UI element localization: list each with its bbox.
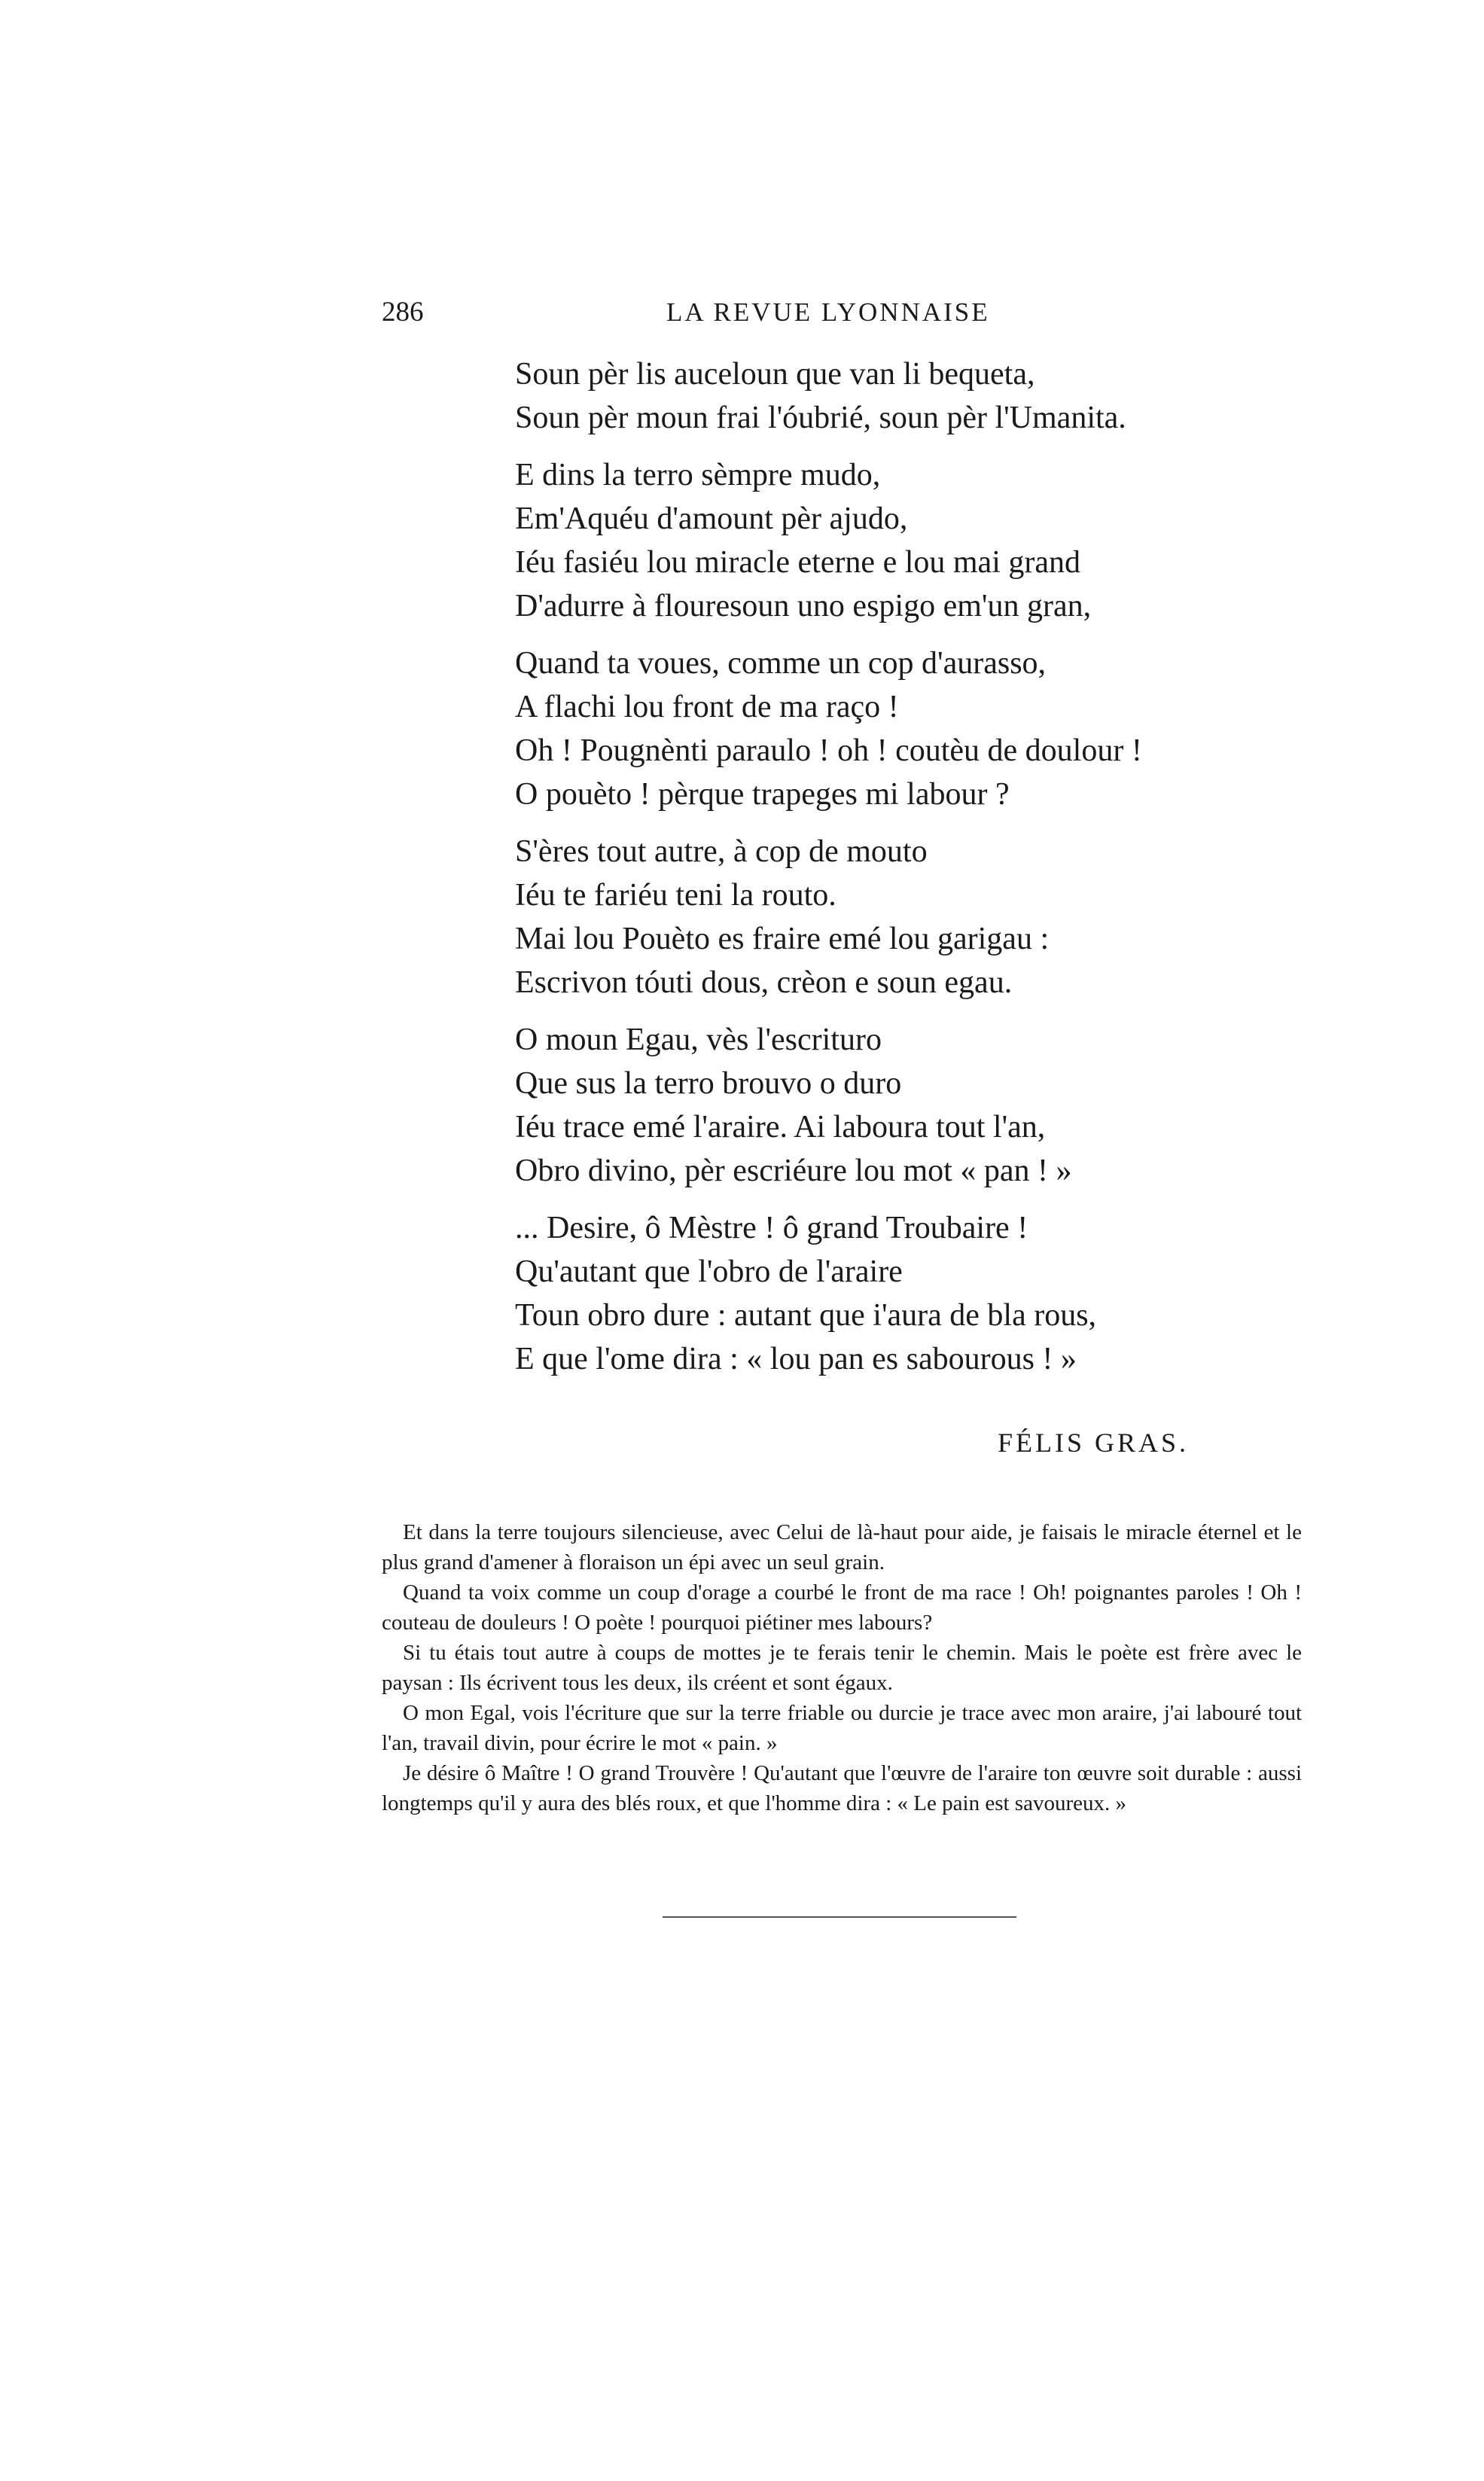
- stanza-1: [515, 352, 1268, 440]
- verse-line: S'ères tout autre, à cop de mouto: [515, 834, 928, 869]
- running-title: LA REVUE LYONNAISE: [666, 297, 990, 327]
- translation-paragraph: O mon Egal, vois l'écriture que sur la terre friable ou durcie je trace avec mon araire, j'ai labouré tout l'an, travail divin, pour écrire le mot « pain. »: [382, 1701, 1302, 1755]
- verse-line: Iéu fasiéu lou miracle eterne e lou mai grand: [515, 545, 1080, 580]
- verse-line: D'adurre à flouresoun uno espigo em'un gran,: [515, 589, 1092, 623]
- verse-line: Oh ! Pougnènti paraulo ! oh ! coutèu de doulour !: [515, 733, 1142, 768]
- verse-line: Toun obro dure : autant que i'aura de bla rous,: [515, 1298, 1097, 1333]
- verse-line: Que sus la terro brouvo o duro: [515, 1066, 902, 1101]
- translation-paragraph: Et dans la terre toujours silencieuse, avec Celui de là-haut pour aide, je faisais le miracle éternel et le plus grand d'amener à floraison un épi avec un seul grain.: [382, 1520, 1302, 1574]
- verse-line: E dins la terro sèmpre mudo,: [515, 458, 881, 492]
- verse-line: O pouèto ! pèrque trapeges mi labour ?: [515, 777, 1010, 812]
- verse-line: Mai lou Pouèto es fraire emé lou garigau :: [515, 922, 1050, 956]
- stanza-3: [515, 642, 1268, 816]
- verse-line: Soun pèr moun frai l'óubrié, soun pèr l'Umanita.: [515, 401, 1126, 435]
- french-translation: [382, 1517, 1302, 1818]
- stanza-6: [515, 1206, 1268, 1381]
- verse-line: A flachi lou front de ma raço !: [515, 690, 899, 724]
- verse-line: O moun Egau, vès l'escrituro: [515, 1023, 882, 1057]
- stanza-4: [515, 830, 1268, 1004]
- verse-line: Soun pèr lis auceloun que van li bequeta,: [515, 357, 1035, 392]
- verse-line: Qu'autant que l'obro de l'araire: [515, 1254, 903, 1289]
- poem: [515, 352, 1268, 1394]
- verse-line: Em'Aquéu d'amount pèr ajudo,: [515, 501, 908, 536]
- page-number: 286: [382, 297, 424, 328]
- author-signature: FÉLIS GRAS.: [998, 1428, 1190, 1458]
- verse-line: Escrivon tóuti dous, crèon e soun egau.: [515, 965, 1013, 1000]
- verse-line: Quand ta voues, comme un cop d'aurasso,: [515, 646, 1047, 681]
- translation-paragraph: Quand ta voix comme un coup d'orage a courbé le front de ma race ! Oh! poignantes paroles ! Oh ! couteau de douleurs ! O poète ! pourquoi piétiner mes labours?: [382, 1580, 1302, 1635]
- translation-paragraph: Je désire ô Maître ! O grand Trouvère ! Qu'autant que l'œuvre de l'araire ton œuvre soit durable : aussi longtemps qu'il y aura des blés roux, et que l'homme dira : « Le pain est savoureux. »: [382, 1761, 1302, 1815]
- verse-line: ... Desire, ô Mèstre ! ô grand Troubaire !: [515, 1211, 1028, 1245]
- translation-paragraph: Si tu étais tout autre à coups de mottes je te ferais tenir le chemin. Mais le poète est frère avec le paysan : Ils écrivent tous les deux, ils créent et sont égaux.: [382, 1641, 1302, 1695]
- stanza-2: [515, 453, 1268, 628]
- verse-line: Iéu trace emé l'araire. Ai laboura tout l'an,: [515, 1110, 1046, 1144]
- stanza-5: [515, 1018, 1268, 1193]
- verse-line: Iéu te fariéu teni la routo.: [515, 878, 836, 913]
- end-divider: [663, 1916, 1016, 1918]
- verse-line: E que l'ome dira : « lou pan es sabourous ! »: [515, 1342, 1077, 1376]
- verse-line: Obro divino, pèr escriéure lou mot « pan ! »: [515, 1154, 1072, 1188]
